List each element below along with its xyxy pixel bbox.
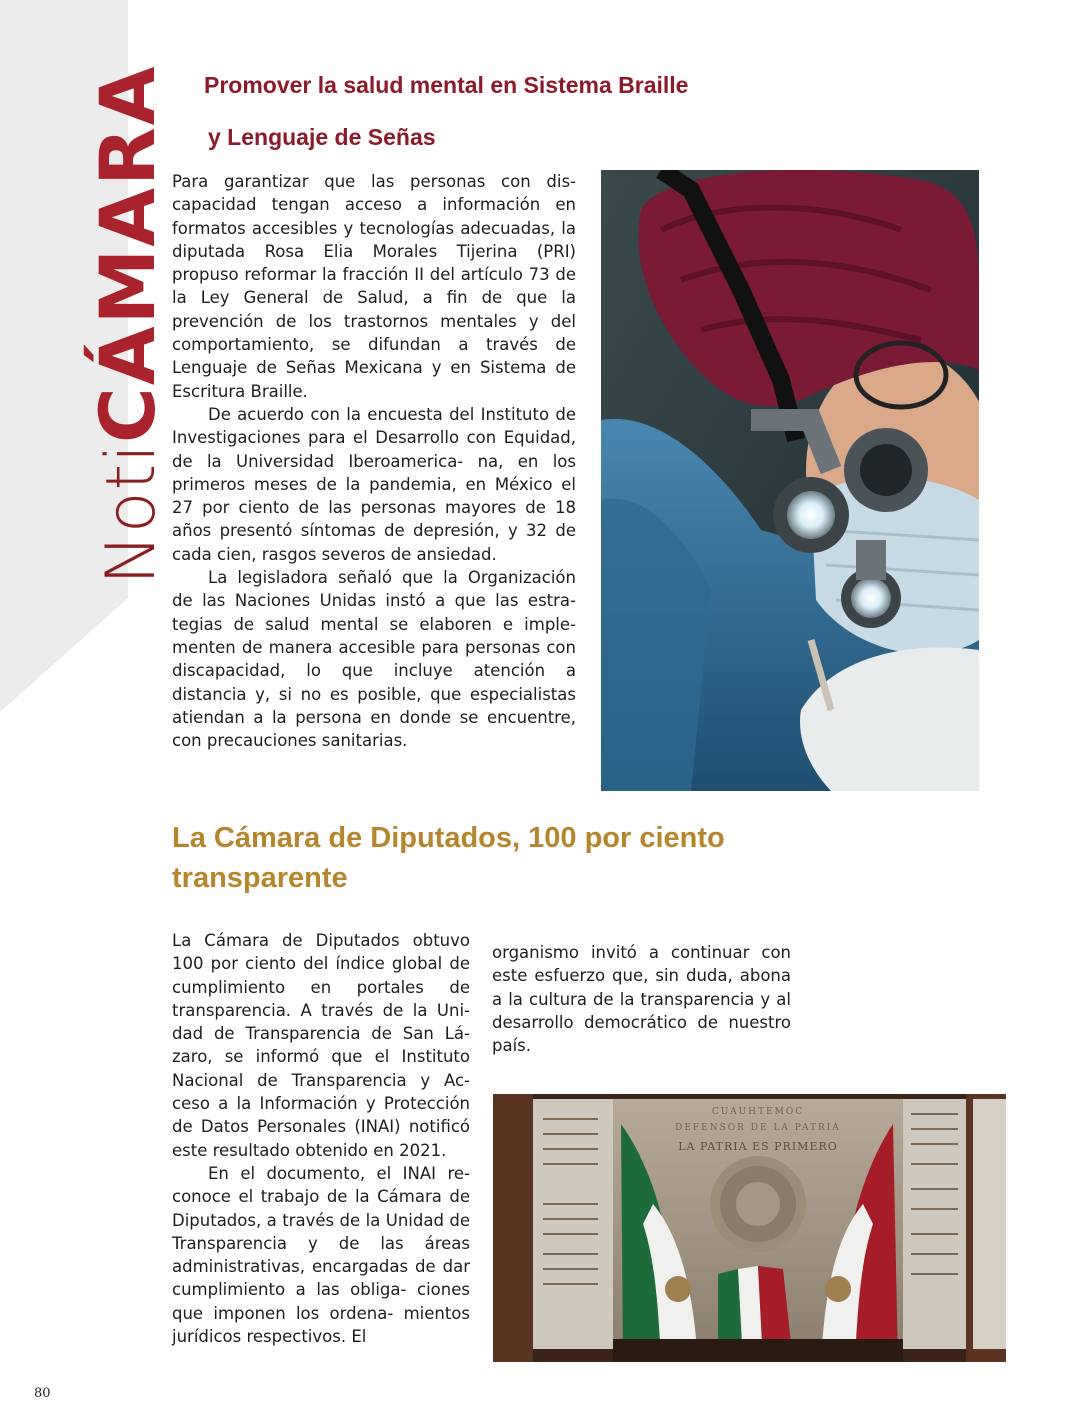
surgeon-illustration [601, 170, 979, 791]
chamber-photo [493, 1094, 1006, 1362]
article1-paragraph: Para garantizar que las personas con dis- capacidad tengan acceso a información en formatos accesibles y tecnologías adecuadas, la diputada Rosa Elia Morales Tijerina (PRI) propuso reformar la fracción II del artículo 73 de la Ley General de Salud, a fin de que la prevención de los trastornos mentales y del comportamiento, se difundan a través de Lenguaje de Señas Mexicana y en Sistema de Escritura Braille. [172, 172, 576, 401]
article1-body [172, 170, 576, 752]
brand-noti: Noti [92, 442, 171, 585]
article1-paragraph: De acuerdo con la encuesta del Instituto de Investigaciones para el Desarrollo con Equidad, de la Universidad Iberoamerica- na, en los primeros meses de la pandemia, en México el 27 por ciento de las personas mayores de 18 años presentó síntomas de depresión, y 32 de cada cien, rasgos severos de ansiedad. [172, 404, 576, 564]
article1-title-line1: Promover la salud mental en Sistema Braille [204, 72, 689, 98]
article2-paragraph: En el documento, el INAI re- conoce el trabajo de la Cámara de Diputados, a través de la Unidad de Transparencia y de las áreas administrativas, encargadas de dar cumplimiento a las obliga- ciones que imponen los ordena- mientos jurídicos respectivos. El [172, 1163, 470, 1347]
side-brand-band [0, 0, 172, 712]
wall-inscription-line2: DEFENSOR DE LA PATRIA [675, 1123, 841, 1133]
article2-paragraph: organismo invitó a continuar con este esfuerzo que, sin duda, abona a la cultura de la transparencia y al desarrollo democrático de nuestro país. [492, 943, 791, 1056]
article2-column1 [172, 929, 470, 1348]
surgeon-photo [601, 170, 979, 791]
brand-camara: CÁMARA [83, 64, 172, 443]
brand-logo [83, 64, 172, 585]
article2-title [172, 818, 812, 898]
article1-paragraph: La legisladora señaló que la Organización de las Naciones Unidas instó a que las estra- tegias de salud mental se elaboren e imple- menten de manera accesible para personas con discapacidad, lo que incluye atención a distancia y, si no es posible, que especialistas atiendan a la persona en donde se encuentre, con precauciones sanitarias. [172, 568, 576, 751]
wall-inscription-line1: CUAUHTEMOC [711, 1107, 805, 1117]
article2-column2 [492, 941, 791, 1057]
page-number: 80 [34, 1386, 51, 1401]
chamber-illustration [493, 1094, 1006, 1362]
wall-motto: LA PATRIA ES PRIMERO [678, 1140, 838, 1153]
article2-title-line1: La Cámara de Diputados, 100 por ciento [172, 822, 725, 854]
article2-paragraph: La Cámara de Diputados obtuvo 100 por ciento del índice global de cumplimiento en portales de transparencia. A través de la Uni- dad de Transparencia de San Lá- zaro, se informó que el Instituto Nacional de Transparencia y Ac- ceso a la Información y Protección de Datos Personales (INAI) notificó este resultado obtenido en 2021. [172, 931, 470, 1160]
article2-title-line2: transparente [172, 862, 348, 894]
article1-title-line2: y Lenguaje de Señas [208, 124, 436, 150]
